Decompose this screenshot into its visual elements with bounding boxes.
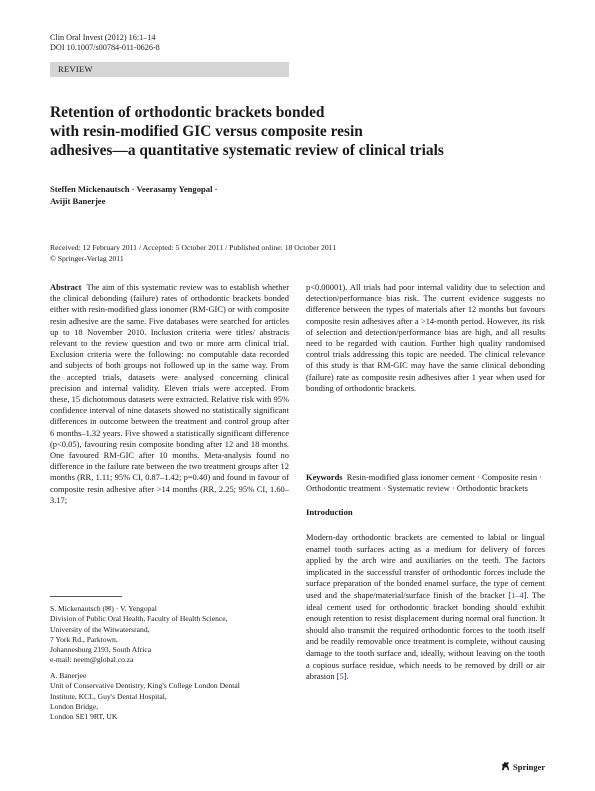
- affiliation-1-line: Division of Public Oral Health, Faculty of Health Science,: [50, 614, 228, 624]
- affiliation-1-line: 7 York Rd., Parktown,: [50, 634, 118, 644]
- author-list: [50, 183, 218, 207]
- abstract-text-right: p<0.00001). All trials had poor internal validity due to selection and detection/performance bias risk. The current evidence suggests no difference between the types of materials after 12 months but favours composite resin adhesives after a >14-month period. However, its risk of selection and detection/performance bias are high, and all results need to be regarded with caution. Further high quality randomised control trials addressing this topic are needed. The clinical relevance of this study is that RM-GIC may have the same clinical debonding (failure) rate as composite resin adhesives after 1 year when used for bonding of orthodontic brackets.: [306, 282, 545, 393]
- journal-citation: [50, 33, 160, 53]
- affiliation-2-line: Institute, KCL, Guy's Dental Hospital,: [50, 691, 167, 701]
- citation-link[interactable]: 5: [339, 671, 344, 682]
- affiliation-2-line: London Bridge,: [50, 701, 99, 711]
- footnote-divider: [50, 596, 122, 597]
- title-line-3: adhesives—a quantitative systematic review of clinical trials: [50, 142, 444, 159]
- copyright: © Springer-Verlag 2011: [50, 253, 124, 263]
- right-column: [306, 282, 545, 394]
- affiliation-2-name: A. Banerjee: [50, 671, 87, 680]
- keywords-label: Keywords: [306, 472, 343, 482]
- keywords-text: Resin-modified glass ionomer cement · Composite resin · Orthodontic treatment · Systematic review · Orthodontic brackets: [306, 472, 542, 494]
- intro-text-2: ]. The ideal cement used for orthodontic bracket bonding should exhibit enough retention to resist displacement during normal oral function. It should also transmit the required orthodontic forces to the tooth itself and be readily removable once treatment is complete, without causing damage to the tooth surface and, ideally, without leaving on the tooth a copious surface residue, which needs to be removed by drill or air abrasion [: [306, 589, 545, 682]
- springer-horse-logo-icon: [500, 761, 511, 772]
- citation-link[interactable]: 1–4: [511, 589, 524, 600]
- authors-line-1: Steffen Mickenautsch · Veerasamy Yengopal ·: [50, 184, 218, 194]
- article-type-bar: [50, 62, 289, 77]
- affiliation-2-line: Unit of Conservative Dentistry, King's College London Dental: [50, 681, 240, 691]
- affiliation-1: [50, 604, 290, 666]
- received-accepted-published: Received: 12 February 2011 / Accepted: 5 October 2011 / Published online: 18 October 2011: [50, 243, 337, 252]
- introduction-text: [306, 532, 545, 683]
- affiliation-2-line: London SE1 9RT, UK: [50, 712, 118, 722]
- journal-reference: Clin Oral Invest (2012) 16:1–14: [50, 33, 156, 42]
- abstract-left: [50, 282, 289, 506]
- title-line-1: Retention of orthodontic brackets bonded: [50, 104, 325, 121]
- intro-text-3: ].: [343, 671, 349, 682]
- affiliation-2: [50, 671, 290, 722]
- left-column: [50, 282, 289, 506]
- publication-dates: [50, 243, 336, 264]
- abstract-text-left: The aim of this systematic review was to establish whether the clinical debonding (failure) rates of orthodontic brackets bonded either with resin-modified glass ionomer (RM-GIC) or with composite resin adhesive are the same. Five databases were searched for articles up to 18 November 2010. Inclusion criteria were titles/ abstracts relevant to the review question and two or more arm clinical trial. Exclusion criteria were the following: no computable data recorded and subjects of both groups not followed up in the same way. From the accepted trials, datasets were analysed concerning clinical precision and internal validity. Eleven trials were accepted. From these, 15 dichotomous datasets were extracted. Relative risk with 95% confidence interval of nine datasets showed no statistically significant differences in outcome between the treatment and control group after 6 months–1.32 years. Five showed a statistically significant difference (p<0.05), favouring resin composite bonding after 12 and 18 months. One favoured RM-GIC after 10 months. Meta-analysis found no difference in the failure rate between the two treatment groups after 12 months (RR, 1.11; 95% CI, 0.87–1.42; p=0.40) and found in favour of composite resin adhesive after >14 months (RR, 2.25; 95% CI, 1.60–3.17;: [50, 282, 290, 505]
- affiliation-1-names: S. Mickenautsch (✉) · V. Yengopal: [50, 604, 157, 613]
- abstract-label: Abstract: [50, 282, 82, 292]
- affiliation-1-line: Johannesburg 2193, South Africa: [50, 645, 152, 655]
- intro-text-1: Modern-day orthodontic brackets are cemented to labial or lingual enamel tooth surfaces acting as a medium for delivery of forces applied by the arch wire and auxiliaries on the teeth. The factors implicated in the successful transfer of orthodontic forces include the surface preparation of the bonded enamel surface, the type of cement used and the shape/material/surface finish of the bracket [: [306, 532, 545, 600]
- affiliation-1-line: University of the Witwatersrand,: [50, 624, 150, 634]
- publisher-name: Springer: [513, 762, 546, 772]
- publisher-footer: [500, 761, 545, 772]
- doi: DOI 10.1007/s00784-011-0626-8: [50, 43, 160, 52]
- authors-line-2: Avijit Banerjee: [50, 196, 106, 206]
- introduction-heading: Introduction: [306, 507, 353, 517]
- article-title: [50, 103, 550, 160]
- abstract-right: [306, 282, 545, 394]
- keywords-block: [306, 472, 545, 494]
- article-type-label: REVIEW: [58, 64, 93, 74]
- title-line-2: with resin-modified GIC versus composite resin: [50, 123, 363, 140]
- affiliation-1-email[interactable]: e-mail: neem@global.co.za: [50, 655, 134, 665]
